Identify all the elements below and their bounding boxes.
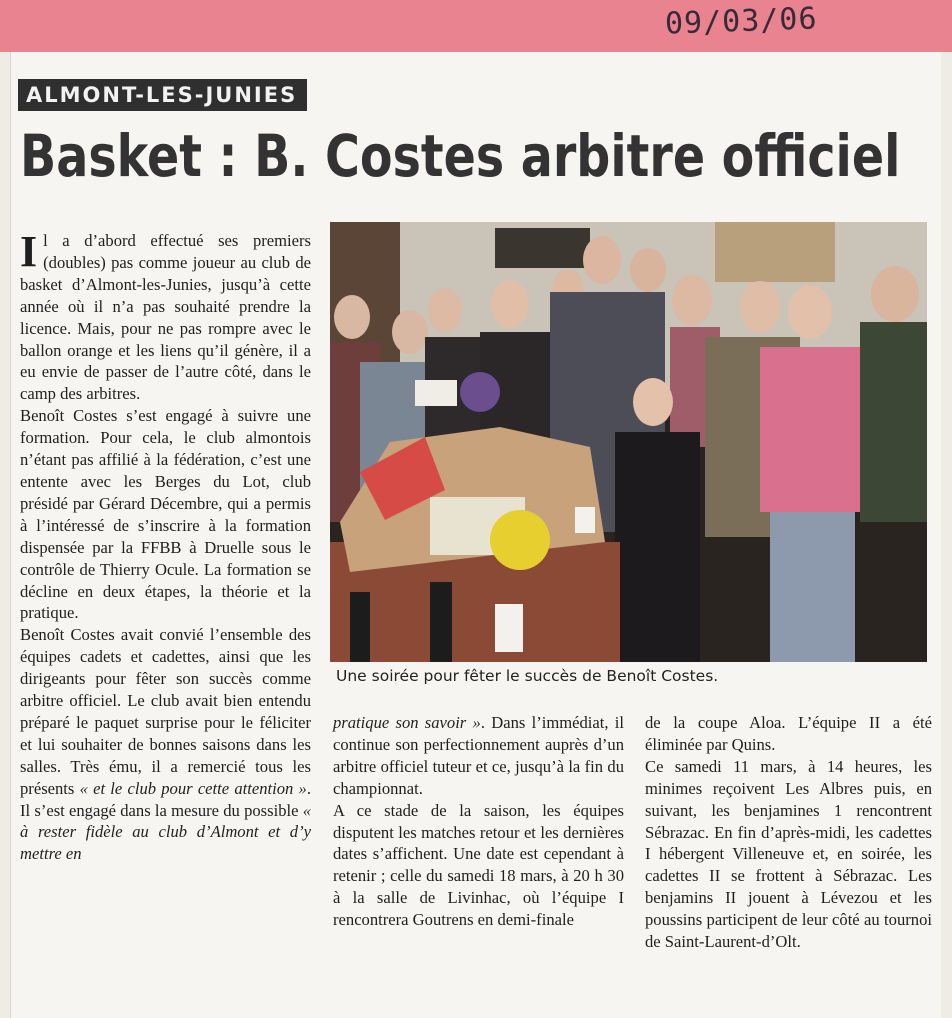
quote: « et le club pour cette attention »: [79, 778, 307, 798]
quote: « à rester fidèle au club d’Almont et d’y mettre en: [20, 800, 311, 864]
paragraph-text: . Dans l’immédiat, il continue son perfectionnement auprès d’un arbitre officiel tuteur et ce, jusqu’à la fin du championnat.: [333, 713, 625, 798]
paragraph: de la coupe Aloa. L’équipe II a été éliminée par Quins.: [645, 713, 932, 754]
paragraph: [20, 227, 311, 405]
headline: Basket : B. Costes arbitre officiel: [20, 122, 901, 190]
article-column-2: [333, 712, 624, 931]
paragraph: [333, 712, 624, 800]
photo-caption: Une soirée pour fêter le succès de Benoît Costes.: [336, 667, 719, 685]
article-column-1: [20, 227, 311, 865]
paragraph-text: . Il s’est engagé dans la mesure du possible: [20, 778, 311, 820]
group-photo: [330, 222, 927, 662]
article-column-3: [645, 712, 932, 953]
handwritten-date: 09/03/06: [664, 1, 819, 42]
quote: pratique son savoir »: [333, 713, 481, 732]
paragraph: A ce stade de la saison, les équipes disputent les matches retour et les dernières dates s’affichent. Une date est cependant à retenir ; celle du samedi 18 mars, à 20 h 30 à la salle de Livinhac, où l’équipe I rencontrera Goutrens en demi-finale: [333, 800, 624, 930]
dropcap: I: [20, 227, 38, 276]
section-kicker: ALMONT-LES-JUNIES: [18, 79, 307, 111]
paragraph: Ce samedi 11 mars, à 14 heures, les minimes reçoivent Les Albres puis, en suivant, les benjamines 1 rencontrent Sébrazac. En fin d’après-midi, les cadettes I hébergent Villeneuve et, en soirée, les cadettes II se frottent à Sébrazac. Les benjamins II jouent à Lévezou et les poussins participent de leur côté au tournoi de Saint-Laurent-d’Olt.: [645, 756, 932, 952]
paragraph-text: l a d’abord effectué ses premiers (doubles) pas comme joueur au club de basket d’Almont-les-Junies, jusqu’à cette année où il n’a pas souhaité prendre la licence. Mais, pour ne pas rompre avec le ballon orange et les liens qu’il génère, il a eu envie de passer de l’autre côté, dans le camp des arbitres.: [20, 231, 311, 404]
photo-illustration: [330, 222, 927, 662]
paragraph-text: Benoît Costes avait convié l’ensemble des équipes cadets et cadettes, ainsi que les dirigeants pour fêter son succès comme arbitre officiel. Le club avait bien entendu préparé le paquet surprise pour le féliciter et lui souhaiter de bonnes saisons dans les salles. Très ému, il a remercié tous les présents: [20, 625, 311, 798]
paragraph: [20, 624, 311, 865]
paragraph: Benoît Costes s’est engagé à suivre une formation. Pour cela, le club almontois n’étant pas affilié à la fédération, c’est une entente avec les Berges du Lot, club présidé par Gérard Décembre, qui a permis à l’intéressé de s’inscrire à la formation dispensée par la FFBB à Druelle sous le contrôle de Thierry Ocule. La formation se décline en deux étapes, la théorie et la pratique.: [20, 406, 311, 623]
